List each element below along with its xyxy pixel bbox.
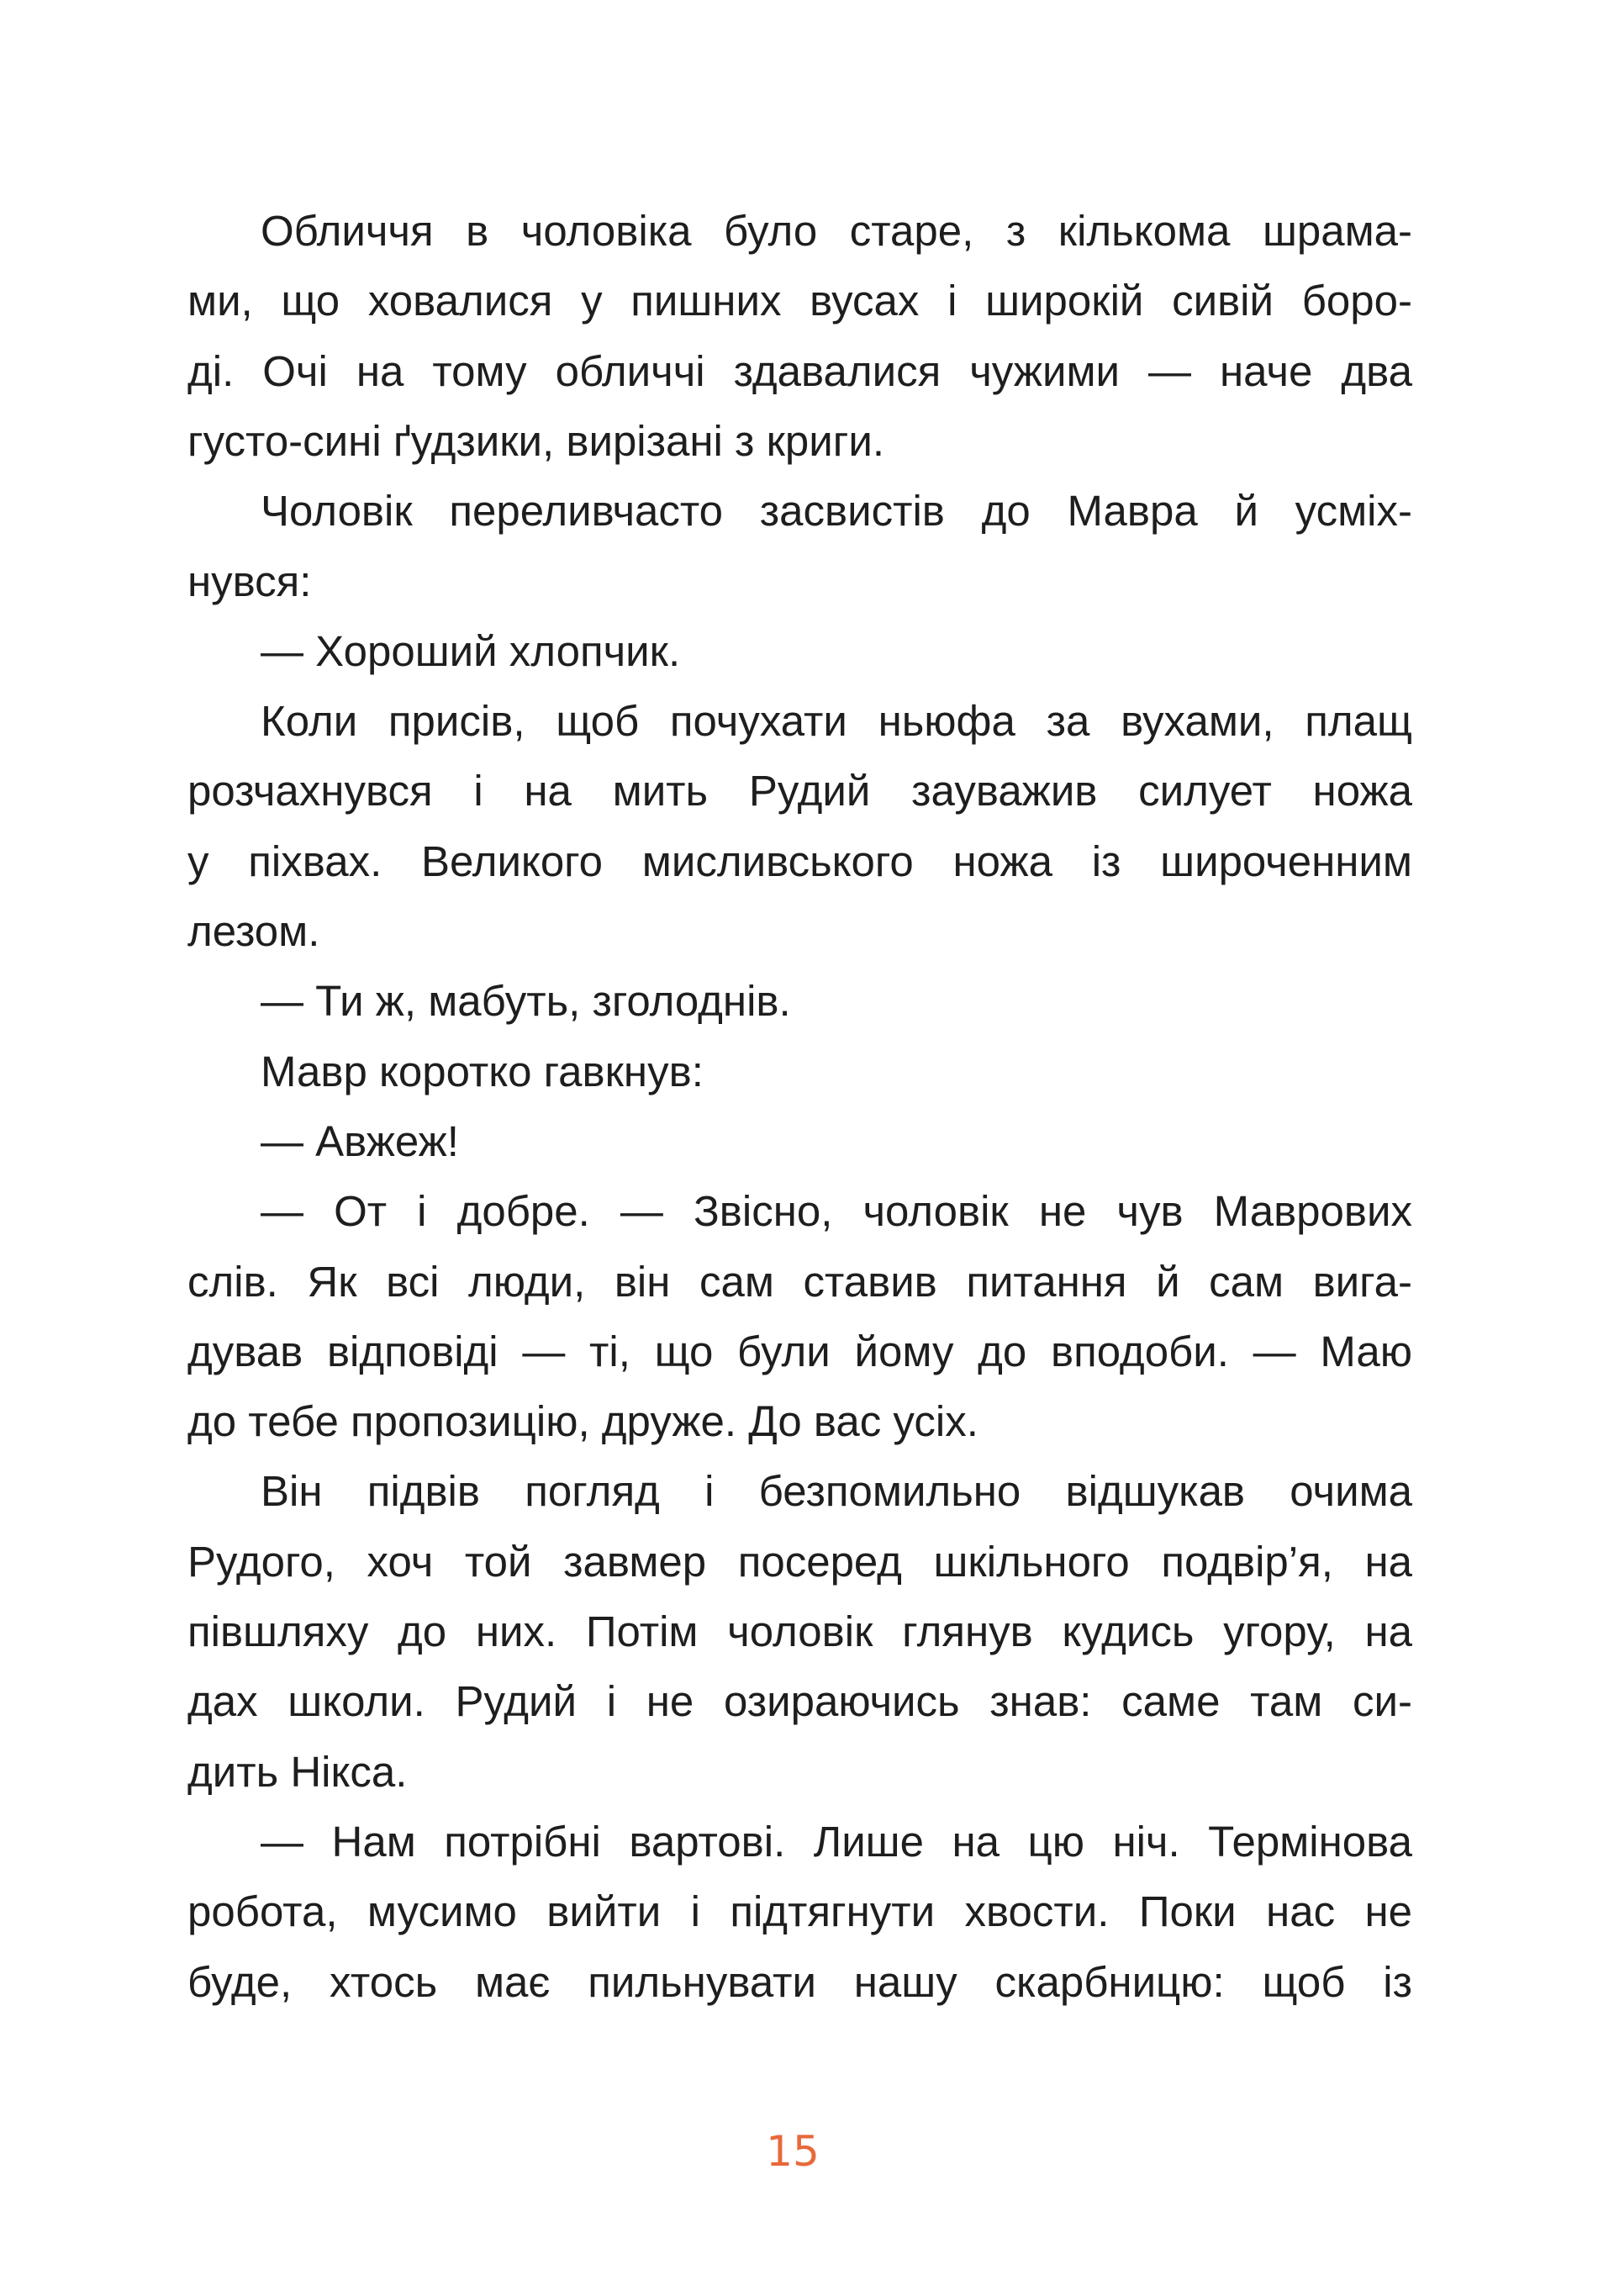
text-line: розчахнувся і на мить Рудий зауважив силует ножа [187,767,1412,815]
text-line: — Авжеж! [261,1116,459,1165]
text-line: дить Нікса. [187,1747,408,1796]
text-line: дах школи. Рудий і не озираючись знав: саме там си- [187,1677,1412,1726]
text-line: робота, мусимо вийти і підтягнути хвости. Поки нас не [187,1887,1412,1936]
text-line: Чоловік переливчасто засвистів до Мавра й усміх- [261,487,1412,536]
text-line: Мавр коротко гавкнув: [261,1047,704,1095]
text-line: лезом. [187,907,320,955]
text-line: дував відповіді — ті, що були йому до вподоби. — Маю [187,1327,1412,1375]
text-line: — Хороший хлопчик. [261,626,681,675]
text-line: Рудого, хоч той завмер посеред шкільного подвір’я, на [187,1537,1412,1586]
text-line: — Ти ж, мабуть, зголоднів. [261,977,791,1026]
text-line: — От і добре. — Звісно, чоловік не чув Маврових [261,1187,1412,1236]
text-line: у піхвах. Великого мисливського ножа із широченним [187,837,1412,885]
text-line: Коли присів, щоб почухати ньюфа за вухами, плащ [261,697,1412,746]
text-line: буде, хтось має пильнувати нашу скарбницю: щоб із [187,1957,1412,2006]
text-line: — Нам потрібні вартові. Лише на цю ніч. Термінова [261,1817,1412,1866]
text-line: до тебе пропозицію, друже. До вас усіх. [187,1397,978,1446]
text-line: півшляху до них. Потім чоловік глянув кудись угору, на [187,1607,1412,1655]
text-line: нувся: [187,557,312,605]
text-line: Обличчя в чоловіка було старе, з кількома шрама- [261,207,1412,255]
page-number: 15 [766,2127,820,2176]
text-line: ми, що ховалися у пишних вусах і широкій сивій боро- [187,277,1412,325]
text-line: ді. Очі на тому обличчі здавалися чужими — наче два [187,346,1412,395]
text-line: слів. Як всі люди, він сам ставив питання й сам вига- [187,1257,1412,1306]
text-line: густо-сині ґудзики, вирізані з криги. [187,416,885,465]
text-line: Він підвів погляд і безпомильно відшукав очима [261,1467,1412,1516]
